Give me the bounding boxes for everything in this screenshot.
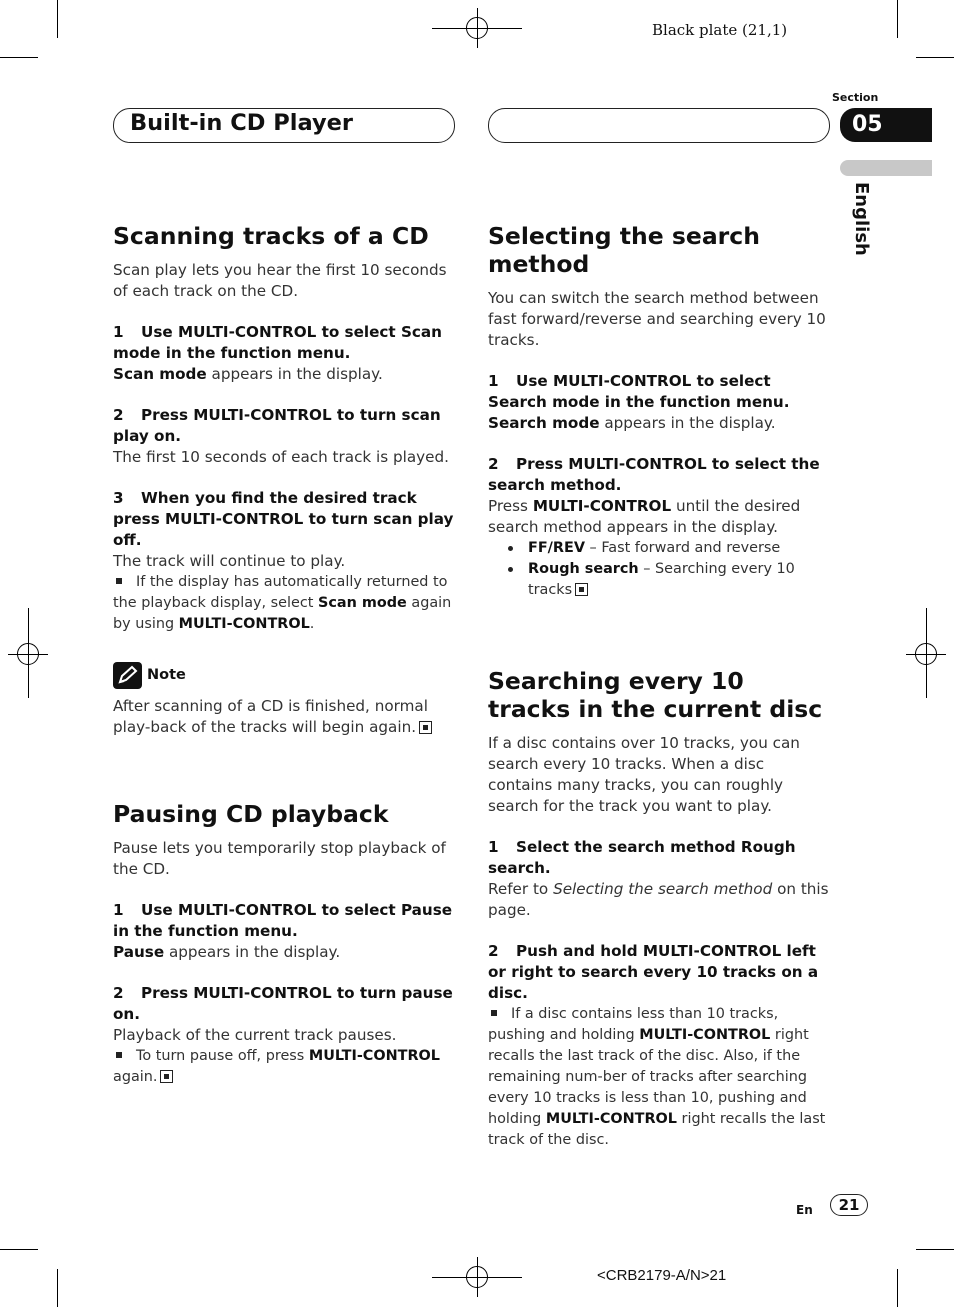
note-body: After scanning of a CD is finished, normal play-back of the tracks will begin again.	[113, 697, 428, 736]
document-code: <CRB2179-A/N>21	[597, 1267, 727, 1284]
step-number: 1	[488, 372, 499, 390]
scan-step-2	[113, 405, 458, 447]
pause-step-1-text	[113, 942, 458, 963]
method-intro: You can switch the search method between fast forward/reverse and searching every 10 tracks.	[488, 289, 826, 349]
step-text: appears in the display.	[599, 414, 776, 432]
scan-intro: Scan play lets you hear the first 10 seconds of each track on the CD.	[113, 261, 447, 300]
method-step-1-text	[488, 413, 833, 434]
every10-step-2	[488, 941, 833, 1004]
bold-term: Scan mode	[113, 365, 207, 383]
end-mark-icon	[575, 583, 588, 596]
list-item	[506, 538, 833, 559]
step-number: 1	[488, 838, 499, 856]
language-label: English	[851, 182, 872, 256]
step-number: 1	[113, 323, 124, 341]
crop-mark	[0, 1249, 38, 1250]
bold-term: MULTI-CONTROL	[308, 1048, 440, 1064]
every10-step-1	[488, 837, 833, 879]
bold-term: FF/REV	[528, 540, 585, 556]
right-column	[488, 222, 833, 1151]
registration-mark	[17, 643, 39, 665]
scan-step-1-text	[113, 364, 458, 385]
bold-term: Pause	[113, 943, 165, 961]
pause-step-1	[113, 900, 458, 942]
list-text: – Fast forward and reverse	[584, 540, 781, 556]
crop-mark	[57, 1269, 58, 1307]
step-text: on this page.	[488, 880, 829, 919]
plate-label: Black plate (21,1)	[652, 21, 788, 39]
pause-tip	[113, 1046, 458, 1088]
registration-mark	[466, 17, 488, 39]
bold-term: Scan mode	[318, 595, 407, 611]
page-number: 21	[830, 1194, 868, 1216]
step-text: appears in the display.	[206, 365, 383, 383]
crop-mark	[916, 57, 954, 58]
square-bullet-icon	[116, 578, 122, 584]
tip-text: again by using	[113, 595, 452, 632]
bold-term: Rough search	[528, 561, 639, 577]
note-pencil-icon	[113, 662, 142, 689]
bold-term: MULTI-CONTROL	[178, 616, 310, 632]
pause-step-2-text: Playback of the current track pauses.	[113, 1026, 397, 1044]
every10-intro: If a disc contains over 10 tracks, you can search every 10 tracks. When a disc contains many tracks, you can roughly search for the track you want to play.	[488, 734, 800, 815]
step-title: Select the search method Rough search.	[488, 838, 796, 877]
step-title: Use MULTI-CONTROL to select Scan mode in the function menu.	[113, 323, 442, 362]
left-column	[113, 222, 458, 1088]
step-number: 2	[113, 984, 124, 1002]
end-mark-icon	[160, 1070, 173, 1083]
section-label: Section	[832, 91, 879, 104]
step-title: Press MULTI-CONTROL to turn scan play on.	[113, 406, 441, 445]
header-empty-box	[488, 108, 830, 143]
note-label: Note	[147, 667, 186, 683]
section-heading-pausing: Pausing CD playback	[113, 800, 389, 828]
method-step-2	[488, 454, 833, 496]
scan-step-1	[113, 322, 458, 364]
tip-text: To turn pause off, press	[136, 1048, 309, 1064]
method-step-1	[488, 371, 833, 413]
bold-term: Search mode	[488, 414, 600, 432]
bold-term: MULTI-CONTROL	[532, 497, 672, 515]
every10-step-1-text	[488, 879, 833, 921]
crop-mark	[916, 1249, 954, 1250]
scan-tip	[113, 572, 458, 635]
step-title: Press MULTI-CONTROL to select the search method.	[488, 455, 820, 494]
tip-text: right recalls the last track of the disc.	[488, 1111, 826, 1148]
crop-mark	[897, 1269, 898, 1307]
note-text	[113, 696, 458, 738]
list-text: – Searching every 10 tracks	[528, 561, 795, 598]
scan-step-3-text: The track will continue to play.	[113, 552, 346, 570]
pause-step-2	[113, 983, 458, 1025]
bold-term: MULTI-CONTROL	[545, 1111, 677, 1127]
scan-step-2-text: The first 10 seconds of each track is played.	[113, 448, 449, 466]
section-tab-bar	[840, 160, 932, 176]
step-title: Press MULTI-CONTROL to turn pause on.	[113, 984, 453, 1023]
registration-mark	[915, 643, 937, 665]
chapter-title-box	[113, 108, 455, 143]
chapter-title: Built-in CD Player	[130, 110, 353, 136]
method-step-2-text	[488, 496, 833, 538]
list-item	[506, 559, 833, 601]
tip-text: .	[309, 616, 315, 632]
step-number: 2	[488, 455, 499, 473]
step-title: When you find the desired track press MULTI-CONTROL to turn scan play off.	[113, 489, 454, 549]
square-bullet-icon	[491, 1010, 497, 1016]
square-bullet-icon	[116, 1052, 122, 1058]
step-number: 3	[113, 489, 124, 507]
crop-mark	[57, 0, 58, 38]
every10-tip	[488, 1004, 833, 1151]
step-title: Push and hold MULTI-CONTROL left or right to search every 10 tracks on a disc.	[488, 942, 819, 1002]
step-number: 2	[488, 942, 499, 960]
step-text: Refer to	[488, 880, 554, 898]
tip-text: again.	[113, 1069, 158, 1085]
registration-mark	[466, 1266, 488, 1288]
step-text: Press	[488, 497, 533, 515]
crop-mark	[0, 57, 38, 58]
cross-reference: Selecting the search method	[553, 880, 773, 898]
section-heading-scanning: Scanning tracks of a CD	[113, 222, 429, 250]
section-heading-search-method: Selecting the search method	[488, 222, 760, 278]
crop-mark	[897, 0, 898, 38]
section-heading-every-10: Searching every 10 tracks in the current disc	[488, 667, 823, 723]
step-number: 1	[113, 901, 124, 919]
scan-step-3	[113, 488, 458, 551]
section-number: 05	[840, 108, 932, 142]
tip-text: If the display has automatically returned to the playback display, select	[113, 574, 448, 611]
search-method-list	[488, 538, 833, 601]
pause-intro: Pause lets you temporarily stop playback of the CD.	[113, 839, 446, 878]
tip-text: If a disc contains less than 10 tracks, pushing and holding	[488, 1006, 779, 1043]
end-mark-icon	[419, 721, 432, 734]
tip-text: right recalls the last track of the disc. Also, if the remaining num-ber of tracks after searching every 10 tracks is less than 10, pushing and holding	[488, 1027, 809, 1127]
language-code: En	[796, 1203, 813, 1217]
step-title: Use MULTI-CONTROL to select Search mode in the function menu.	[488, 372, 790, 411]
step-number: 2	[113, 406, 124, 424]
step-text: until the desired search method appears in the display.	[488, 497, 801, 536]
step-title: Use MULTI-CONTROL to select Pause in the function menu.	[113, 901, 453, 940]
bold-term: MULTI-CONTROL	[639, 1027, 771, 1043]
note-header	[113, 662, 458, 689]
step-text: appears in the display.	[164, 943, 341, 961]
